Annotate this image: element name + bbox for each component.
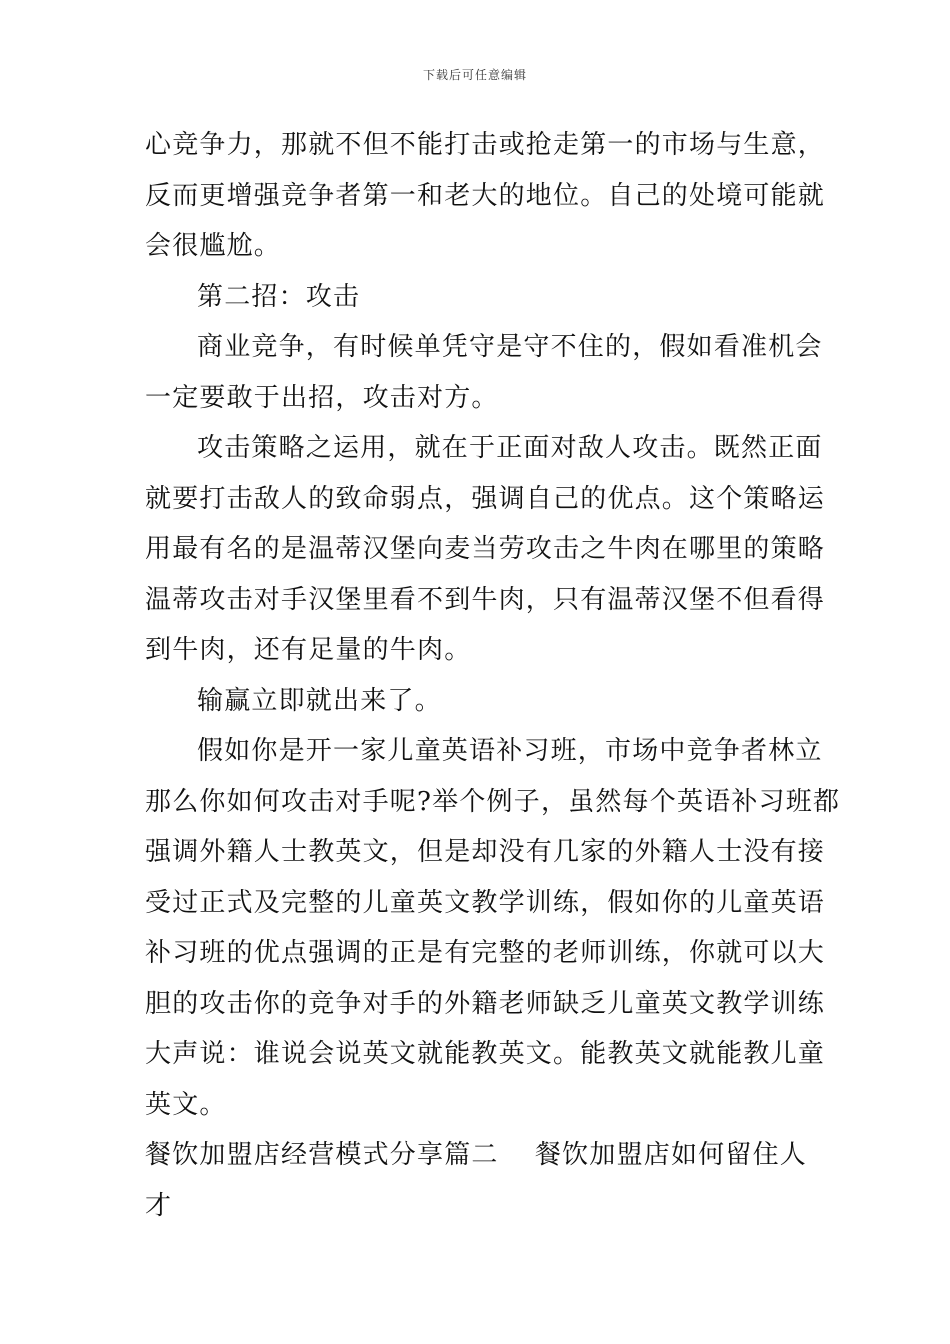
paragraph-line: 英文。 — [145, 1089, 227, 1120]
paragraph-line: 用最有名的是温蒂汉堡向麦当劳攻击之牛肉在哪里的策略 — [145, 534, 826, 564]
paragraph-line: 强调外籍人士教英文，但是却没有几家的外籍人士没有接 — [145, 837, 826, 867]
paragraph-line: 商业竞争，有时候单凭守是守不住的，假如看准机会 — [197, 332, 823, 362]
paragraph-line: 反而更增强竞争者第一和老大的地位。自己的处境可能就 — [145, 180, 826, 211]
paragraph-line: 假如你是开一家儿童英语补习班，市场中竞争者林立 — [197, 736, 823, 766]
document-body — [145, 120, 841, 1231]
paragraph-line: 到牛肉，还有足量的牛肉。 — [145, 635, 472, 665]
paragraph-line: 胆的攻击你的竞争对手的外籍老师缺乏儿童英文教学训练 — [145, 988, 826, 1019]
paragraph-line: 攻击策略之运用，就在于正面对敌人攻击。既然正面 — [197, 433, 823, 463]
section-heading-left: 餐饮加盟店经营模式分享篇二 — [145, 1140, 499, 1170]
page-header: 下载后可任意编辑 — [422, 68, 527, 82]
section-heading-continuation: 才 — [145, 1190, 173, 1221]
paragraph-line: 补习班的优点强调的正是有完整的老师训练，你就可以大 — [145, 938, 826, 968]
paragraph-line: 受过正式及完整的儿童英文教学训练，假如你的儿童英语 — [145, 887, 826, 918]
paragraph-line: 大声说：谁说会说英文就能教英文。能教英文就能教儿童 — [145, 1039, 826, 1069]
paragraph-line: 那么你如何攻击对手呢?举个例子，虽然每个英语补习班都 — [145, 786, 841, 817]
section-heading — [145, 1130, 807, 1181]
subheading-line: 第二招：攻击 — [197, 281, 361, 312]
paragraph-line: 就要打击敌人的致命弱点，强调自己的优点。这个策略运 — [145, 483, 826, 514]
paragraph-line: 温蒂攻击对手汉堡里看不到牛肉，只有温蒂汉堡不但看得 — [145, 584, 826, 615]
paragraph-line: 心竞争力，那就不但不能打击或抢走第一的市场与生意， — [145, 130, 826, 160]
paragraph-line: 一定要敢于出招，攻击对方。 — [145, 382, 499, 413]
paragraph-line: 会很尴尬。 — [145, 231, 282, 261]
section-heading-right: 餐饮加盟店如何留住人 — [534, 1140, 807, 1170]
paragraph-line: 输赢立即就出来了。 — [197, 685, 442, 716]
